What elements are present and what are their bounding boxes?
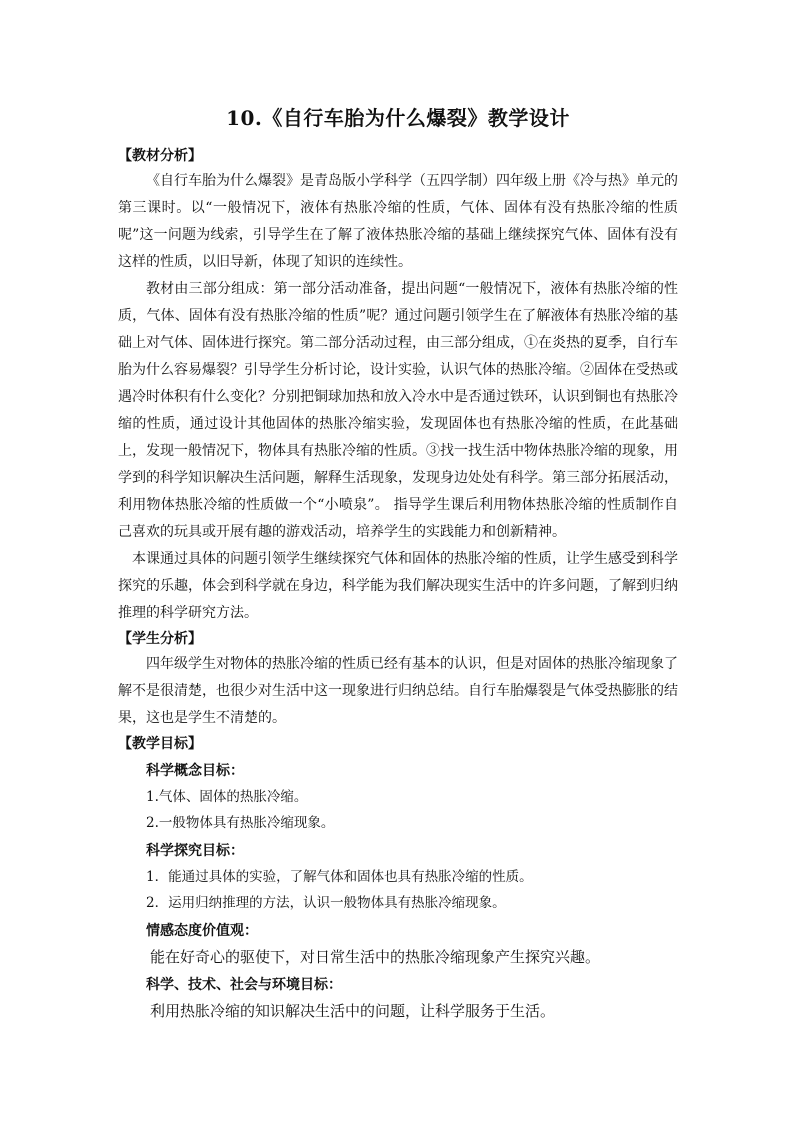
- section-heading-student: 【学生分析】: [118, 631, 202, 647]
- concept-goal-heading: 科学概念目标：: [146, 763, 244, 779]
- document-title: 10.《自行车胎为什么爆裂》教学设计: [226, 106, 570, 130]
- attitude-goal-item-1: 能在好奇心的驱使下，对日常生活中的热胀冷缩现象产生探究兴趣。: [150, 948, 601, 966]
- section-heading-material: 【教材分析】: [118, 148, 202, 164]
- student-paragraph-1: 四年级学生对物体的热胀冷缩的性质已经有基本的认识，但是对固体的热胀冷缩现象了解不是很清楚，也很少对生活中这一现象进行归纳总结。自行车胎爆裂是气体受热膨胀的结果，这也是学生不清楚的。: [118, 656, 678, 726]
- material-paragraph-2: 教材由三部分组成：第一部分活动准备，提出问题“一般情况下，液体有热胀冷缩的性质，气体、固体有没有热胀冷缩的性质”呢？通过问题引领学生在了解液体有热胀冷缩的基础上对气体、固体进行探究。第二部分活动过程，由三部分组成，①在炎热的夏季，自行车胎为什么容易爆裂？引导学生分析讨论，设计实验，认识气体的热胀冷缩。②固体在受热或遇冷时体积有什么变化？分别把铜球加热和放入冷水中是否通过铁环，认识到铜也有热胀冷缩的性质，通过设计其他固体的热胀冷缩实验，发现固体也有热胀冷缩的性质，在此基础上，发现一般情况下，物体具有热胀冷缩的性质。③找一找生活中物体热胀冷缩的现象，用学到的科学知识解决生活问题，解释生活现象，发现身边处处有科学。第三部分拓展活动，利用物体热胀冷缩的性质做一个“小喷泉”。 指导学生课后利用物体热胀冷缩的性质制作自己喜欢的玩具或开展有趣的游戏活动，培养学生的实践能力和创新精神。: [118, 281, 678, 540]
- material-paragraph-3: 本课通过具体的问题引领学生继续探究气体和固体的热胀冷缩的性质，让学生感受到科学探究的乐趣，体会到科学就在身边，科学能为我们解决现实生活中的许多问题，了解到归纳推理的科学研究方法。: [118, 551, 678, 621]
- material-paragraph-1: 《自行车胎为什么爆裂》是青岛版小学科学（五四学制）四年级上册《冷与热》单元的第三课时。以“一般情况下，液体有热胀冷缩的性质，气体、固体有没有热胀冷缩的性质呢”这一问题为线索，引导学生在了解了液体热胀冷缩的基础上继续探究气体、固体有没有这样的性质，以旧导新，体现了知识的连续性。: [118, 173, 678, 270]
- document-body: [118, 104, 678, 1024]
- inquiry-goal-item-2: 2．运用归纳推理的方法，认识一般物体具有热胀冷缩现象。: [146, 895, 506, 911]
- sts-goal-heading: 科学、技术、社会与环境目标：: [146, 977, 342, 993]
- attitude-goal-heading: 情感态度价值观：: [146, 923, 258, 939]
- inquiry-goal-item-1: 1．能通过具体的实验，了解气体和固体也具有热胀冷缩的性质。: [146, 869, 533, 885]
- sts-goal-item-1: 利用热胀冷缩的知识解决生活中的问题，让科学服务于生活。: [150, 1002, 556, 1020]
- inquiry-goal-heading: 科学探究目标：: [146, 843, 244, 859]
- concept-goal-item-2: 2.一般物体具有热胀冷缩现象。: [146, 815, 335, 831]
- concept-goal-item-1: 1.气体、固体的热胀冷缩。: [146, 789, 308, 805]
- section-heading-goals: 【教学目标】: [118, 736, 202, 752]
